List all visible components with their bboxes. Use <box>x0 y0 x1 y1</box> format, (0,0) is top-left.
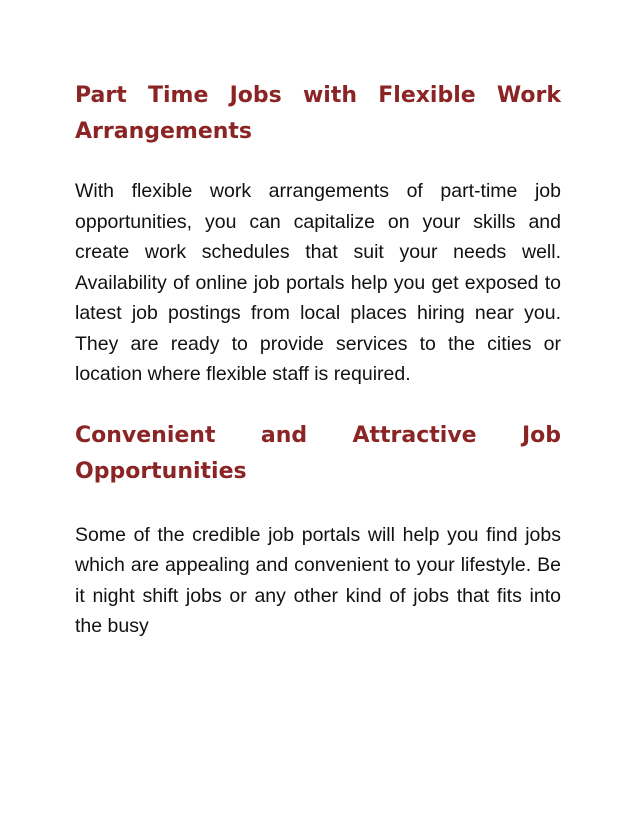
section-paragraph-flexible-work: With flexible work arrangements of part-time job opportunities, you can capitalize on your skills and create work schedules that suit your needs well. Availability of online job portals help you get exposed to latest job postings from local places hiring near you. They are ready to provide services to the cities or location where flexible staff is required. <box>75 180 561 385</box>
section-heading-flexible-work: Part Time Jobs with Flexible Work Arrangements <box>75 83 561 144</box>
section-heading-job-opportunities: Convenient and Attractive Job Opportunities <box>75 422 561 484</box>
document-page <box>75 78 561 642</box>
section-paragraph-job-opportunities: Some of the credible job portals will help you find jobs which are appealing and convenient to your lifestyle. Be it night shift jobs or any other kind of jobs that fits into the busy <box>75 523 561 637</box>
